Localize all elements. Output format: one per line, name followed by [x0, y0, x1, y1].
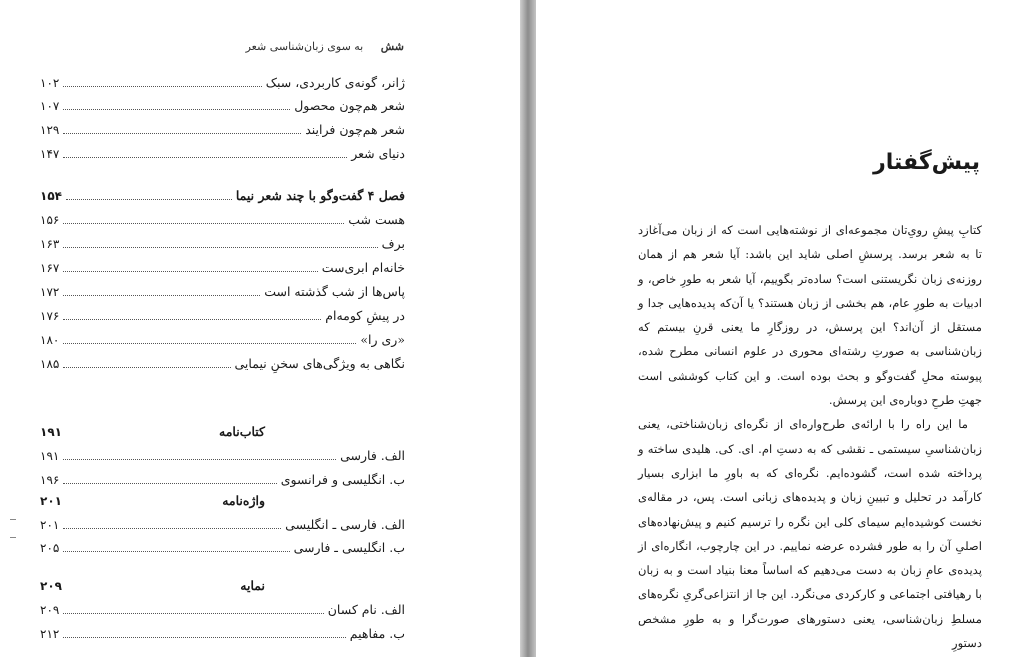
toc-leader-dots	[63, 157, 347, 158]
toc-page-number: ۱۰۲	[40, 76, 60, 90]
toc-entry-title: خانه‌ام ابری‌ست	[321, 260, 405, 275]
toc-page-number: ۲۰۱	[40, 518, 60, 532]
toc-entry-title: هست شب	[348, 212, 405, 227]
toc-entry	[40, 597, 405, 619]
toc-entry-title: کتاب‌نامه	[219, 424, 265, 439]
toc-entry-title: الف. فارسی	[340, 448, 405, 463]
toc-page-number: ۱۴۷	[40, 147, 60, 161]
toc-page-number: ۱۹۱	[40, 449, 60, 463]
toc-leader-dots	[63, 367, 230, 368]
toc-page-number: ۲۰۵	[40, 541, 60, 555]
toc-leader-dots	[63, 223, 344, 224]
running-header	[40, 40, 404, 53]
paragraph: کتابِ پیشِ رویِ‌تان مجموعه‌ای از نوشته‌هایی است که از زبان می‌آغازد تا به شعر برسد. پرسشِ اصلی شاید این باشد: آیا شعر هم از همان روزنه‌ی زبان نگریستنی است؟ ساده‌تر بگوییم، آیا شعر به طورِ خاص، و ادبیات به طورِ عام، هم بخشی از زبان هستند؟ یا آن‌که پدیده‌هایی جدا و مستقل از آن‌اند؟ این پرسش، در روزگارِ ما یعنی قرنِ بیستم که زبان‌شناسی به صورتِ رشته‌ای محوری در علوم انسانی مطرح شده، پیوسته محلِ گفت‌وگو و بحث بوده است. و این کتاب کوششی است جهتِ طرحِ دوباره‌ی این پرسش.	[638, 223, 982, 408]
toc-leader-dots	[63, 637, 345, 638]
toc-leader-dots	[63, 613, 323, 614]
toc-page-number: ۱۶۳	[40, 237, 60, 251]
toc-entry-title: الف. نام کسان	[327, 602, 405, 617]
toc-leader-dots	[63, 295, 260, 296]
toc-entry	[40, 207, 405, 229]
toc-page-number: ۱۸۵	[40, 357, 60, 371]
toc-page-number: ۱۵۶	[40, 213, 60, 227]
toc-entry	[40, 70, 405, 92]
toc-page-number: ۲۱۲	[40, 627, 60, 641]
toc-entry-title: واژه‌نامه	[222, 493, 265, 508]
toc-entry-title: دنیای شعر	[351, 146, 405, 161]
toc-entry-title: برف	[381, 236, 405, 251]
toc-entry-title: ژانر، گونه‌ی کاربردی، سبک	[265, 75, 405, 90]
page-title: پیش‌گفتار	[873, 150, 980, 175]
toc-entry-title: شعر هم‌چون محصول	[294, 98, 405, 113]
toc-page-number: ۱۷۲	[40, 285, 60, 299]
toc-entry-title: «ری را»	[360, 332, 405, 347]
margin-mark	[10, 537, 16, 538]
toc-entry-title: ب. انگلیسی و فرانسوی	[280, 472, 405, 487]
toc-entry	[40, 327, 405, 349]
toc-entry	[40, 93, 405, 115]
toc-leader-dots	[63, 271, 317, 272]
toc-leader-dots	[63, 459, 336, 460]
toc-entry	[40, 443, 405, 465]
toc-entry	[40, 183, 405, 205]
toc-entry-title: در پیشِ کومه‌ام	[325, 308, 405, 323]
toc-entry	[40, 621, 405, 643]
toc-entry-title: پاس‌ها از شب گذشته است	[264, 284, 405, 299]
toc-entry-title: ب. مفاهیم	[349, 626, 405, 641]
toc-leader-dots	[63, 528, 281, 529]
body-text	[638, 218, 982, 655]
toc-page-number: ۱۲۹	[40, 123, 60, 137]
toc-page-number: ۱۸۰	[40, 333, 60, 347]
toc-page-number: ۱۰۷	[40, 99, 60, 113]
toc-leader-dots	[63, 247, 377, 248]
toc-page-number: ۲۰۹	[40, 579, 62, 593]
toc-page-number: ۱۹۶	[40, 473, 60, 487]
toc-page-number: ۱۵۴	[40, 189, 62, 203]
toc-entry	[40, 117, 405, 139]
toc-leader-dots	[63, 483, 276, 484]
toc-entry-title: شعر هم‌چون فرایند	[305, 122, 405, 137]
toc-entry-title: نمایه	[240, 578, 265, 593]
toc-page-number: ۱۶۷	[40, 261, 60, 275]
toc-entry	[40, 512, 405, 534]
toc-leader-dots	[63, 133, 301, 134]
toc-leader-dots	[63, 109, 290, 110]
toc-entry	[40, 535, 405, 557]
toc-entry-title: ب. انگلیسی ـ فارسی	[293, 540, 405, 555]
header-running-title: به سوی زبان‌شناسی شعر	[245, 40, 364, 53]
toc-entry	[40, 351, 405, 373]
toc-entry	[40, 419, 405, 441]
paragraph: ما این راه را با ارائه‌ی طرح‌واره‌ای از نگره‌ای زبان‌شناختی، یعنی زبان‌شناسیِ سیستمی ـ نقشی که به دستِ ام. ای. کی. هلیدی ساخته و پرداخته شده است، گشوده‌ایم. نگره‌ای که به باورِ ما ابزاری بسیار کارآمد در تحلیل و تبیینِ زبان و پدیده‌های زبانی است. پس، در مقاله‌ی نخست کوشیده‌ایم سیمای کلی این نگره را ترسیم کنیم و پیش‌نهاده‌های اصلیِ آن را به طور فشرده عرضه نماییم. در این چارچوب، انگاره‌ای از پدیده‌ی عامِ زبان به دست می‌دهیم که اساساً معنا بنیاد است و به زبان با رهیافتی اجتماعی و کارکردی می‌نگرد. این جا از انتزاعی‌گریِ نگره‌های مسلطِ زبان‌شناسی، یعنی دستورهای صورت‌گرا و به طورِ مشخص دستورِ	[638, 417, 982, 651]
toc-entry-title: نگاهی به ویژگی‌های سخنِ نیمایی	[234, 356, 405, 371]
toc-entry	[40, 279, 405, 301]
toc-leader-dots	[63, 343, 356, 344]
toc-leader-dots	[66, 199, 232, 200]
toc-entry	[40, 231, 405, 253]
toc-page-number: ۱۷۶	[40, 309, 60, 323]
header-page-label: شش	[380, 40, 404, 53]
toc-leader-dots	[63, 319, 321, 320]
toc-entry	[40, 488, 405, 510]
toc-entry	[40, 141, 405, 163]
toc-entry	[40, 255, 405, 277]
toc-entry	[40, 573, 405, 595]
right-page	[536, 0, 1024, 657]
margin-mark	[10, 519, 16, 520]
book-gutter	[520, 0, 536, 657]
toc-page-number: ۲۰۱	[40, 494, 62, 508]
toc-page-number: ۲۰۹	[40, 603, 60, 617]
toc-page-number: ۱۹۱	[40, 425, 62, 439]
toc-entry-title: الف. فارسی ـ انگلیسی	[285, 517, 405, 532]
toc-leader-dots	[63, 551, 289, 552]
toc-entry-title: فصل ۴ گفت‌وگو با چند شعر نیما	[235, 188, 405, 203]
toc-entry	[40, 303, 405, 325]
toc-entry	[40, 467, 405, 489]
toc-leader-dots	[63, 86, 261, 87]
